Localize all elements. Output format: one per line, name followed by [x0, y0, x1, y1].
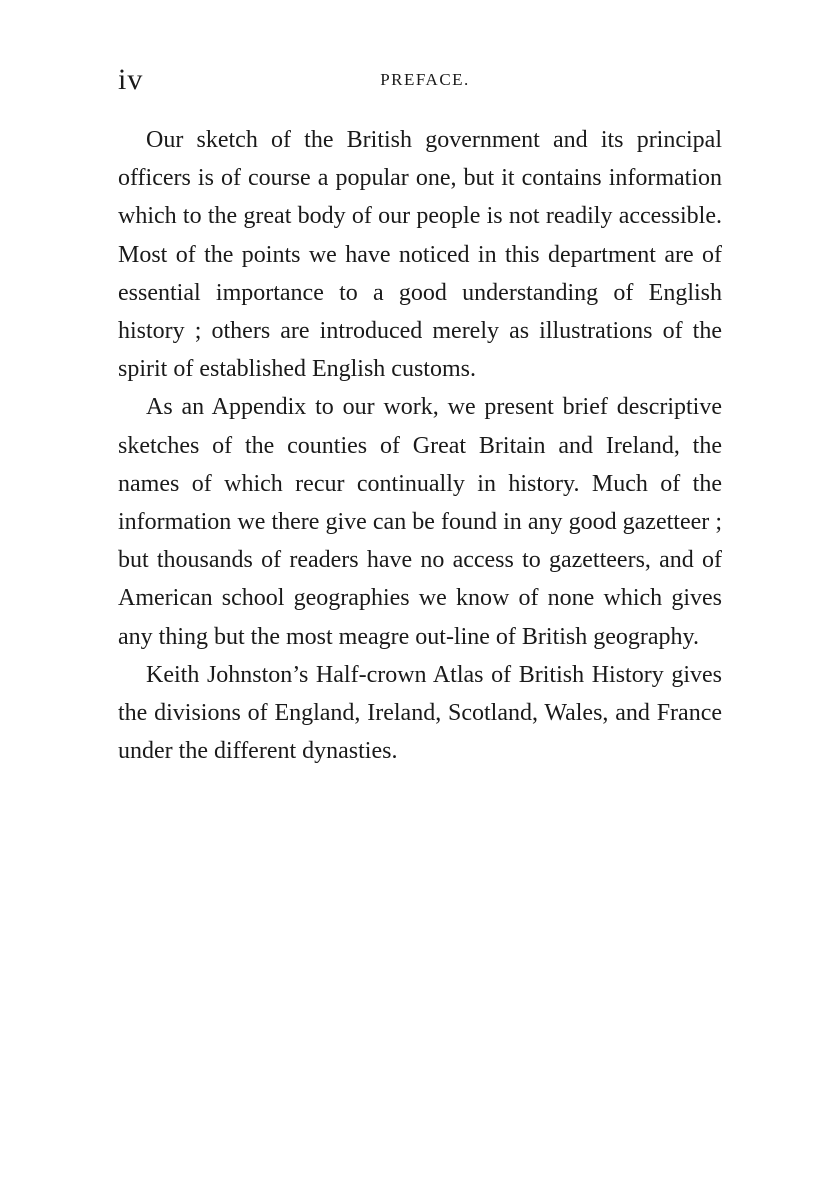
paragraph-government-sketch: Our sketch of the British government and its principal officers is of course a popular one, but it contains information which to the great body of our people is not readily accessible. Most of the points we have noticed in this department are of essential importance to a good understanding of English history ; others are introduced merely as illustrations of the spirit of established English customs.	[118, 127, 722, 383]
running-head	[118, 62, 722, 98]
paragraph-atlas: Keith Johnston’s Half-crown Atlas of British History gives the divisions of England, Ireland, Scotland, Wales, and France under the different dynasties.	[118, 661, 722, 765]
running-title: PREFACE.	[380, 70, 470, 89]
page-number: iv	[118, 63, 144, 96]
paragraph-appendix: As an Appendix to our work, we present brief descriptive sketches of the counties of Great Britain and Ireland, the names of which recur continually in history. Much of the information we there give can be found in any good gazetteer ; but thousands of readers have no access to gazetteers, and of American school geographies we know of none which gives any thing but the most meagre out-line of British geography.	[118, 394, 722, 650]
body-text	[118, 121, 722, 770]
